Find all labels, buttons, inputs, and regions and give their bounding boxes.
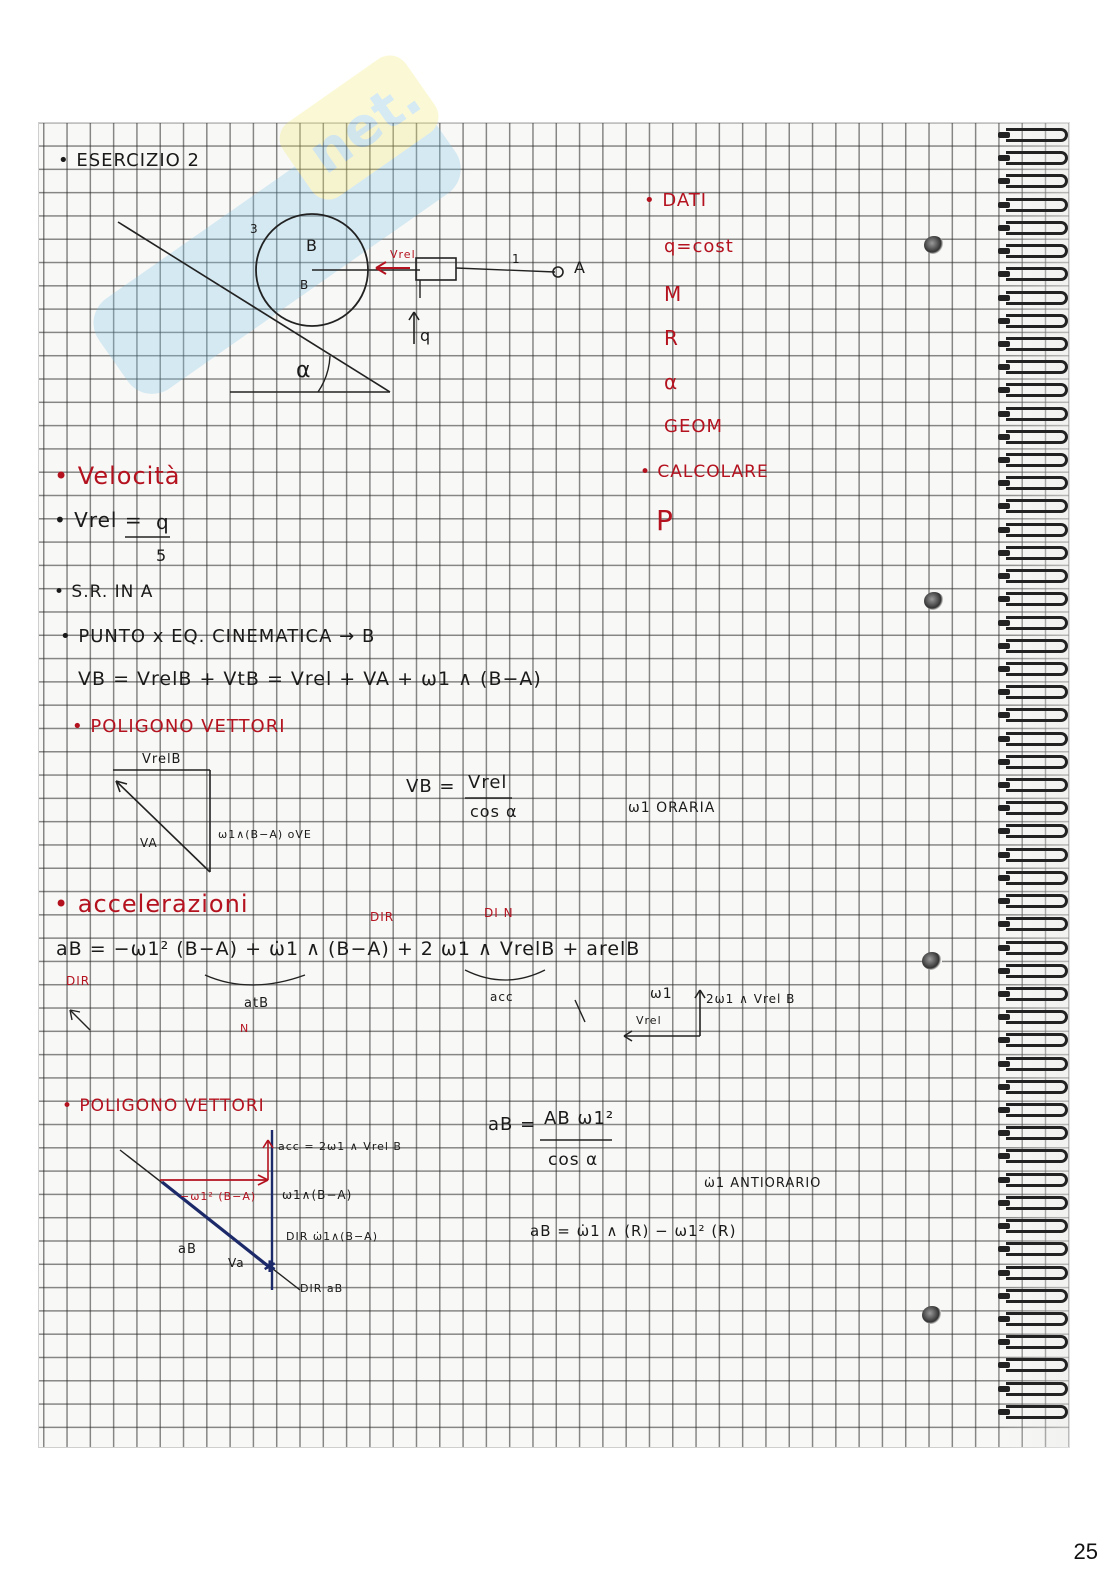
poligono-vettori-title: • POLIGONO VETTORI	[72, 716, 286, 737]
dati-item-geom: GEOM	[664, 416, 724, 437]
accel-2w1-vrelb-label: 2ω1 ∧ Vrel B	[706, 992, 796, 1006]
svg-text:✱: ✱	[263, 1257, 277, 1276]
dati-title: • DATI	[644, 190, 708, 211]
calcolare-item: P	[656, 504, 674, 537]
accel-dir-small-label: DIR	[66, 974, 91, 988]
polygon-label-w1ba: ω1∧(B−A) oVE	[218, 828, 312, 841]
accel-dir-n-label: DI N	[484, 906, 514, 920]
dati-item-q: q=cost	[664, 236, 734, 257]
figure-label-vrel: Vrel	[390, 248, 416, 261]
velocity-equation: VB = VrelB + VtB = Vrel + VA + ω1 ∧ (B−A)	[78, 668, 542, 690]
ab-formula-num: AB ω1²	[544, 1108, 615, 1129]
poly2-ab-label: aB	[178, 1242, 197, 1257]
poly2-dir-ab-label: DIR aB	[300, 1282, 344, 1295]
accel-atb-label: atB	[244, 996, 269, 1011]
vb-formula-lhs: VB =	[406, 776, 456, 797]
vb-formula-num: Vrel	[468, 772, 508, 793]
ab-formula-den: cos α	[548, 1150, 599, 1170]
acceleration-equation: aB = −ω1² (B−A) + ω̇1 ∧ (B−A) + 2 ω1 ∧ VrelB + arelB	[56, 938, 641, 960]
accel-w1-box-label: ω1	[650, 986, 673, 1002]
calcolare-title: • CALCOLARE	[640, 462, 769, 482]
rod-line	[456, 268, 555, 272]
figure-label-three: 3	[250, 222, 259, 236]
sr-in-a: • S.R. IN A	[54, 582, 154, 602]
accel-n-label: N	[240, 1022, 250, 1035]
vb-formula-den: cos α	[470, 802, 518, 821]
figure-label-alpha: α	[296, 358, 312, 383]
alpha-arc	[318, 356, 330, 392]
accel-acc-label: acc	[490, 990, 514, 1004]
watermark-text: net.	[296, 64, 433, 187]
dati-item-m: M	[664, 282, 683, 306]
figure-label-b-top: B	[306, 236, 318, 255]
dati-item-r: R	[664, 326, 679, 350]
vrel-formula-num: q	[156, 510, 170, 534]
poly2-acc-label: acc = 2ω1 ∧ Vrel B	[278, 1140, 402, 1153]
exercise-title: • ESERCIZIO 2	[58, 150, 200, 171]
figure-label-q: q	[420, 326, 432, 345]
accel-vrel-box-label: Vrel	[636, 1014, 662, 1027]
va-vector	[116, 781, 210, 872]
poly2-w1sq-label: −ω1² (B−A)	[180, 1190, 257, 1203]
poly2-dir-w1-label: DIR ω̇1∧(B−A)	[286, 1230, 378, 1243]
accel-dir-label: DIR	[370, 910, 395, 924]
velocita-title: • Velocità	[54, 462, 181, 490]
ab-formula-lhs: aB =	[488, 1114, 537, 1135]
vrel-formula-den: 5	[156, 546, 168, 565]
vrel-formula-lhs: • Vrel =	[54, 508, 143, 532]
ab-second-equation: aB = ω̇1 ∧ (R) − ω1² (R)	[530, 1222, 737, 1240]
incline-line	[118, 222, 390, 392]
w1-antiorario: ω̇1 ANTIORARIO	[704, 1176, 822, 1191]
polygon-label-vrelb: VrelB	[142, 752, 182, 767]
poly2-va-label: Va	[228, 1256, 245, 1270]
figure-label-a: A	[574, 258, 586, 277]
dati-item-alpha: α	[664, 370, 679, 394]
slider-block	[416, 258, 456, 280]
poligono-vettori-2-title: • POLIGONO VETTORI	[62, 1096, 265, 1116]
w1-oraria: ω1 ORARIA	[628, 800, 716, 816]
punto-eq-cinematica: • PUNTO x EQ. CINEMATICA → B	[60, 626, 376, 647]
figure-label-one: 1	[512, 252, 521, 266]
accelerazioni-title: • accelerazioni	[54, 890, 249, 918]
page-number: 25	[1073, 1539, 1098, 1564]
polygon-label-va: VA	[140, 836, 158, 850]
poly2-w1ba-label: ω1∧(B−A)	[282, 1188, 353, 1202]
figure-label-b-bottom: B	[300, 278, 310, 292]
